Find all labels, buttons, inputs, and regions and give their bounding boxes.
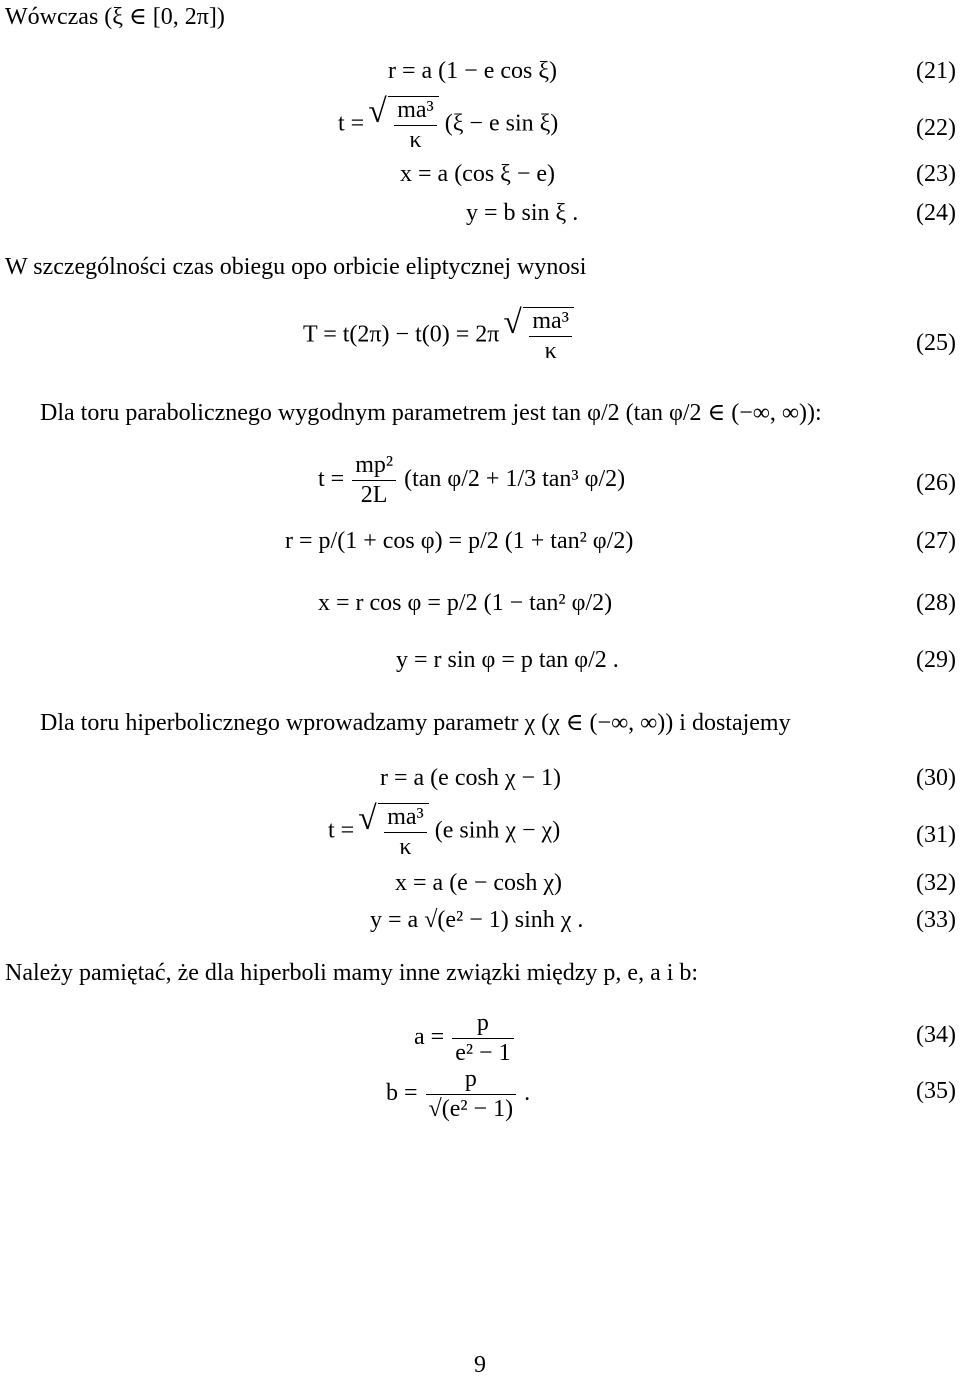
eq35-den: √(e² − 1) xyxy=(428,1095,514,1122)
eqnum-31: (31) xyxy=(916,822,956,848)
eqnum-24: (24) xyxy=(916,200,956,226)
paragraph-4: Należy pamiętać, że dla hiperboli mamy inne związki między p, e, a i b: xyxy=(5,960,699,986)
eqnum-35: (35) xyxy=(916,1078,956,1104)
eq35-frac xyxy=(426,1066,517,1123)
eq25-num: √ ma³ xyxy=(529,308,572,337)
eqnum-22: (22) xyxy=(916,115,956,141)
eq26-den: 2L xyxy=(360,481,388,508)
eqnum-29: (29) xyxy=(916,647,956,673)
eqnum-26: (26) xyxy=(916,470,956,496)
paragraph-1: W szczególności czas obiegu opo orbicie eliptycznej wynosi xyxy=(5,254,587,280)
equation-24: y = b sin ξ . xyxy=(466,200,579,226)
equation-35 xyxy=(386,1066,530,1123)
eq25-frac xyxy=(529,308,572,365)
paragraph-3: Dla toru hiperbolicznego wprowadzamy parametr χ (χ ∈ (−∞, ∞)) i dostajemy xyxy=(40,710,791,736)
page-number: 9 xyxy=(474,1352,486,1378)
eq25-sqrt xyxy=(523,307,574,365)
eqnum-34: (34) xyxy=(916,1022,956,1048)
eq22-rhs: (ξ − e sin ξ) xyxy=(444,110,559,137)
eq31-frac xyxy=(384,804,427,861)
eq34-num: p xyxy=(452,1010,513,1039)
intro-text: Wówczas (ξ ∈ [0, 2π]) xyxy=(5,4,225,30)
eqnum-23: (23) xyxy=(916,161,956,187)
eq34-lhs: a = xyxy=(414,1024,445,1051)
eq26-rhs: (tan φ/2 + 1/3 tan³ φ/2) xyxy=(404,466,626,493)
equation-27: r = p/(1 + cos φ) = p/2 (1 + tan² φ/2) xyxy=(285,528,634,554)
eq22-num: √ ma³ xyxy=(394,97,437,126)
eqnum-28: (28) xyxy=(916,590,956,616)
equation-32: x = a (e − cosh χ) xyxy=(395,870,563,896)
eqnum-25: (25) xyxy=(916,330,956,356)
eq22-den: κ xyxy=(409,126,422,153)
equation-34 xyxy=(414,1010,516,1067)
eq35-end: . xyxy=(524,1080,531,1107)
eqnum-27: (27) xyxy=(916,528,956,554)
eq26-frac xyxy=(352,452,396,509)
paragraph-2: Dla toru parabolicznego wygodnym parametrem jest tan φ/2 (tan φ/2 ∈ (−∞, ∞)): xyxy=(40,400,822,426)
equation-28: x = r cos φ = p/2 (1 − tan² φ/2) xyxy=(318,590,613,616)
eq26-num: mp² xyxy=(352,452,396,481)
equation-26 xyxy=(318,452,625,509)
eq22-sqrt xyxy=(388,96,439,154)
eqnum-21: (21) xyxy=(916,58,956,84)
eq35-lhs: b = xyxy=(386,1080,418,1107)
eq25-den: κ xyxy=(544,337,557,364)
eq35-num: p xyxy=(426,1066,517,1095)
equation-29: y = r sin φ = p tan φ/2 . xyxy=(396,647,619,673)
eq31-den: κ xyxy=(399,833,412,860)
equation-22 xyxy=(338,96,558,154)
eq31-lhs: t = xyxy=(328,817,355,844)
equation-30: r = a (e cosh χ − 1) xyxy=(380,765,561,791)
eq34-frac xyxy=(452,1010,513,1067)
eq22-lhs: t = xyxy=(338,110,365,137)
equation-21: r = a (1 − e cos ξ) xyxy=(388,58,558,84)
eq22-frac xyxy=(394,97,437,154)
eqnum-33: (33) xyxy=(916,907,956,933)
equation-25 xyxy=(303,307,574,365)
eqnum-30: (30) xyxy=(916,765,956,791)
equation-23: x = a (cos ξ − e) xyxy=(400,161,556,187)
eq34-den: e² − 1 xyxy=(455,1039,511,1066)
eq26-lhs: t = xyxy=(318,466,345,493)
eq31-sqrt xyxy=(378,803,429,861)
eq25-lhs: T = t(2π) − t(0) = 2π xyxy=(303,321,500,348)
eq31-num: √ ma³ xyxy=(384,804,427,833)
eq31-rhs: (e sinh χ − χ) xyxy=(434,817,561,844)
equation-31 xyxy=(328,803,560,861)
eqnum-32: (32) xyxy=(916,870,956,896)
equation-33: y = a √(e² − 1) sinh χ . xyxy=(370,907,584,933)
